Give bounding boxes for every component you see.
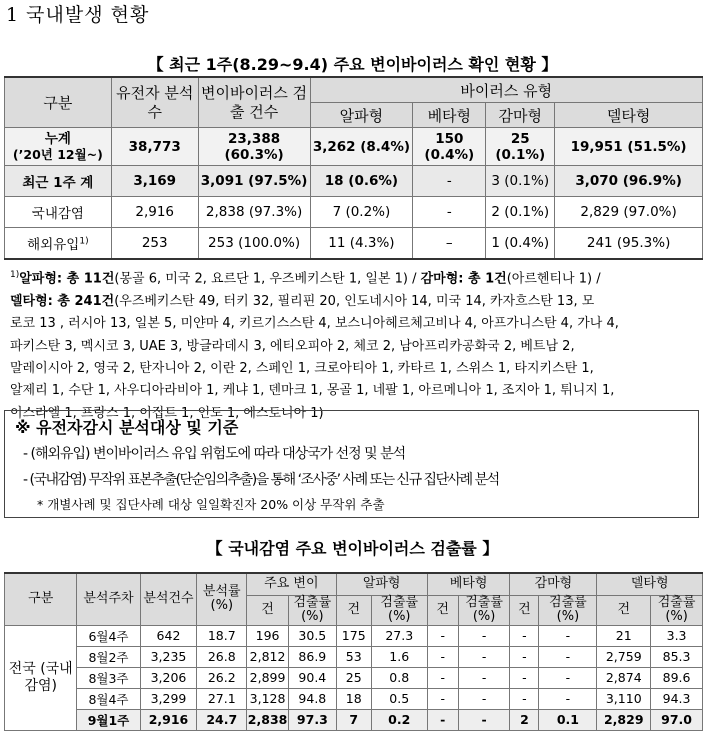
cell-week: 8월2주 [77,646,140,667]
cell-gamma-r: - [539,625,597,646]
header-analyzed: 유전자 분석 수 [111,77,198,128]
cell-major-r: 90.4 [289,667,337,688]
cell-major-n: 2,899 [247,667,289,688]
cell-beta-r: - [458,709,510,730]
table1-title: 【 최근 1주(8.29~9.4) 주요 변이바이러스 확인 현황 】 [147,55,558,74]
cell-count: 2,916 [140,709,197,730]
criteria-item-domestic: - (국내감염) 무작위 표본추출(단순임의추출)을 통해 ‘조사중’ 사례 또는 신규 집단사례 분석 [23,472,499,488]
cell-gamma-n: - [510,667,539,688]
cell-beta-n: - [427,709,458,730]
header-category: 구분 [5,77,112,128]
t2-header-cases: 건 [247,595,289,625]
cell-detected: 253 (100.0%) [198,228,310,260]
cell-rate: 27.1 [197,688,247,709]
cell-gamma-r: - [539,688,597,709]
cell-rate: 18.7 [197,625,247,646]
cell-major-r: 94.8 [289,688,337,709]
cell-beta: - [413,166,486,197]
header-delta: 델타형 [555,103,703,128]
cell-rate: 26.2 [197,667,247,688]
cell-delta-n: 2,759 [597,646,651,667]
cell-gamma: 2 (0.1%) [486,197,555,228]
cell-alpha-n: 53 [336,646,371,667]
table-row [5,625,703,646]
cell-count: 3,206 [140,667,197,688]
cell-gamma-r: - [539,667,597,688]
header-gamma: 감마형 [486,103,555,128]
table-row [5,646,703,667]
variant-summary-table [4,76,703,260]
cell-week: 8월3주 [77,667,140,688]
t2-header-detect-rate: 검출률 (%) [371,595,427,625]
cell-delta-n: 21 [597,625,651,646]
cell-count: 3,235 [140,646,197,667]
table-row [5,128,703,166]
table-row [5,197,703,228]
cell-beta-r: - [458,667,510,688]
criteria-item-overseas: - (해외유입) 변이바이러스 유입 위험도에 따라 대상국가 선정 및 분석 [23,446,406,462]
criteria-note: * 개별사례 및 집단사례 대상 일일확진자 20% 이상 무작위 추출 [37,497,385,512]
t2-header-delta: 델타형 [597,573,703,595]
table2-title: 【 국내감염 주요 변이바이러스 검출률 】 [206,539,499,558]
cell-gamma: 1 (0.4%) [486,228,555,260]
cell-delta-r: 89.6 [651,667,703,688]
t2-header-cases: 건 [597,595,651,625]
section-heading: 1 국내발생 현황 [6,4,150,26]
cell-beta: 150 (0.4%) [413,128,486,166]
table-row [5,709,703,730]
t2-header-detect-rate: 검출률 (%) [458,595,510,625]
cell-beta-r: - [458,688,510,709]
table-row [5,667,703,688]
header-beta: 베타형 [413,103,486,128]
cell-alpha-n: 18 [336,688,371,709]
cell-alpha-r: 1.6 [371,646,427,667]
row-label: 국내감염 [5,197,112,228]
t2-header-count: 분석건수 [140,573,197,625]
cell-gamma-n: 2 [510,709,539,730]
cell-alpha-n: 175 [336,625,371,646]
cell-count: 3,299 [140,688,197,709]
cell-gamma-n: - [510,688,539,709]
cell-alpha-n: 7 [336,709,371,730]
t2-header-week: 분석주차 [77,573,140,625]
cell-analyzed: 253 [111,228,198,260]
cell-delta: 3,070 (96.9%) [555,166,703,197]
cell-gamma: 25 (0.1%) [486,128,555,166]
criteria-box [4,410,699,518]
cell-major-n: 196 [247,625,289,646]
cell-delta-r: 3.3 [651,625,703,646]
t2-header-detect-rate: 검출률 (%) [289,595,337,625]
cell-alpha: 18 (0.6%) [310,166,413,197]
cell-analyzed: 38,773 [111,128,198,166]
cell-week: 8월4주 [77,688,140,709]
cell-delta: 19,951 (51.5%) [555,128,703,166]
cell-analyzed: 3,169 [111,166,198,197]
region-label: 전국 (국내감염) [5,625,77,730]
cell-rate: 24.7 [197,709,247,730]
cell-gamma-r: 0.1 [539,709,597,730]
t2-header-detect-rate: 검출률 (%) [539,595,597,625]
cell-alpha: 7 (0.2%) [310,197,413,228]
cell-alpha-r: 0.8 [371,667,427,688]
cell-beta-n: - [427,688,458,709]
criteria-title: ※ 유전자감시 분석대상 및 기준 [15,418,239,437]
cell-detected: 23,388 (60.3%) [198,128,310,166]
table-row [5,166,703,197]
cell-beta-r: - [458,625,510,646]
cell-delta-n: 2,829 [597,709,651,730]
cell-beta: - [413,197,486,228]
cell-major-n: 2,812 [247,646,289,667]
t2-header-beta: 베타형 [427,573,510,595]
cell-delta-r: 97.0 [651,709,703,730]
cell-beta-n: - [427,667,458,688]
row-label: 최근 1주 계 [5,166,112,197]
t2-header-cases: 건 [336,595,371,625]
cell-major-r: 86.9 [289,646,337,667]
t2-header-cases: 건 [427,595,458,625]
cell-alpha-r: 27.3 [371,625,427,646]
cell-delta-n: 2,874 [597,667,651,688]
row-label: 누계 (’20년 12월~) [5,128,112,166]
t2-header-gamma: 감마형 [510,573,597,595]
cell-rate: 26.8 [197,646,247,667]
cell-beta-n: - [427,646,458,667]
row-label: 해외유입$^{1)}$ [5,228,112,260]
cell-alpha: 11 (4.3%) [310,228,413,260]
header-virus-type: 바이러스 유형 [310,77,703,103]
t2-header-rate: 분석률 (%) [197,573,247,625]
cell-alpha: 3,262 (8.4%) [310,128,413,166]
cell-gamma-r: - [539,646,597,667]
cell-delta-r: 85.3 [651,646,703,667]
cell-alpha-n: 25 [336,667,371,688]
cell-gamma-n: - [510,625,539,646]
cell-major-r: 97.3 [289,709,337,730]
cell-gamma: 3 (0.1%) [486,166,555,197]
t2-header-alpha: 알파형 [336,573,427,595]
header-detected: 변이바이러스 검출 건수 [198,77,310,128]
domestic-detection-table [4,572,703,731]
cell-analyzed: 2,916 [111,197,198,228]
cell-delta: 2,829 (97.0%) [555,197,703,228]
cell-beta: – [413,228,486,260]
cell-major-n: 3,128 [247,688,289,709]
cell-delta-n: 3,110 [597,688,651,709]
cell-delta-r: 94.3 [651,688,703,709]
cell-gamma-n: - [510,646,539,667]
t2-header-category: 구분 [5,573,77,625]
cell-alpha-r: 0.2 [371,709,427,730]
t2-header-major: 주요 변이 [247,573,337,595]
table-row [5,688,703,709]
t2-header-detect-rate: 검출률 (%) [651,595,703,625]
cell-major-r: 30.5 [289,625,337,646]
cell-beta-r: - [458,646,510,667]
t2-header-cases: 건 [510,595,539,625]
header-alpha: 알파형 [310,103,413,128]
cell-beta-n: - [427,625,458,646]
cell-week: 6월4주 [77,625,140,646]
cell-detected: 2,838 (97.3%) [198,197,310,228]
cell-count: 642 [140,625,197,646]
table-row [5,228,703,260]
cell-detected: 3,091 (97.5%) [198,166,310,197]
footnote-overseas-breakdown: $^{1)}$알파형: 총 11건(몽골 6, 미국 2, 요르단 1, 우즈베키스탄 1, 일본 1) / 감마형: 총 1건(아르헨티나 1) / 델타형: 총 241건(우즈베키스탄 49, 터키 32, 필리핀 20, 인도네시아 14, 미국 14, 카자흐스탄 13, 모 로코 13 , 러시아 13, 일본 5, 미얀마 4, 키르기스스탄 4, 보스니아헤르체고비나 4, 아프가니스탄 4, 가나 4, 파키스탄 3, 멕시코 3, UAE 3, 방글라데시 3, 에티오피아 2, 체코 2, 남아프리카공화국 2, 베트남 2, 말레이시아 2, 영국 2, 탄자니아 2, 이란 2, 스페인 1, 크로아티아 1, 카타르 1, 스위스 1, 타지키스탄 1, 알제리 1, 수단 1, 사우디아라비아 1, 케냐 1, 덴마크 1, 몽골 1, 네팔 1, 아르메니아 1, 조지아 1, 튀니지 1, 이스라엘 1, 프랑스 1, 이집트 1, 인도 1, 에스토니아 1) [10,270,619,421]
cell-alpha-r: 0.5 [371,688,427,709]
cell-delta: 241 (95.3%) [555,228,703,260]
cell-week: 9월1주 [77,709,140,730]
cell-major-n: 2,838 [247,709,289,730]
